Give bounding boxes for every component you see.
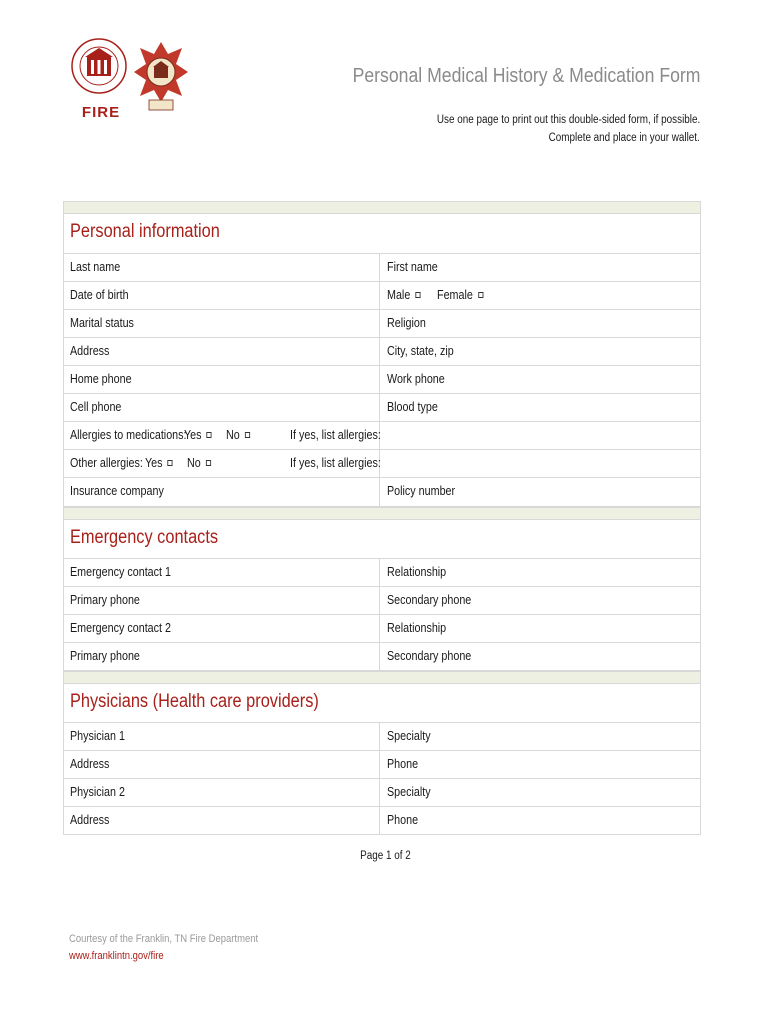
no-label: No [226,428,240,442]
courtesy-text: Courtesy of the Franklin, TN Fire Department [69,933,259,945]
primary-phone-1-field[interactable]: Primary phone [70,593,140,607]
row-physician1 [64,723,700,751]
work-phone-field[interactable]: Work phone [387,372,445,386]
row-contact2 [64,615,700,643]
page-number [0,850,770,862]
med-allergies-yes[interactable] [184,428,212,442]
section-band [64,507,700,520]
section-heading-physicians [64,684,700,723]
row-phone [64,366,700,394]
city-state-zip-field[interactable]: City, state, zip [387,344,454,358]
cell-phone-field[interactable]: Cell phone [70,400,122,414]
section-title: Emergency contacts [70,527,219,548]
last-name-field[interactable]: Last name [70,260,121,274]
row-cell [64,394,700,422]
logo-block [62,36,192,131]
page-number-text: Page 1 of 2 [359,850,411,862]
section-heading-emergency [64,520,700,559]
med-allergies-list-label: If yes, list allergies: [290,428,381,442]
male-checkbox[interactable] [415,292,420,298]
address-field[interactable]: Address [70,344,110,358]
row-name [64,254,700,282]
first-name-field[interactable]: First name [387,260,438,274]
no-label: No [187,456,201,470]
marital-status-field[interactable]: Marital status [70,316,134,330]
yes-label: Yes [184,428,202,442]
insurance-field[interactable]: Insurance company [70,484,164,498]
other-allergies-list-label: If yes, list allergies: [290,456,381,470]
yes-checkbox[interactable] [168,460,173,466]
dob-field[interactable]: Date of birth [70,288,129,302]
row-address [64,338,700,366]
relationship-1-field[interactable]: Relationship [387,565,447,579]
row-physician2-address [64,807,700,835]
row-dob [64,282,700,310]
other-allergies-no[interactable] [187,456,211,470]
section-band [64,671,700,684]
fire-logo-text: FIRE [81,104,121,121]
instruction-line-2: Complete and place in your wallet. [548,132,700,144]
primary-phone-2-field[interactable]: Primary phone [70,649,140,663]
form-table [63,201,701,835]
row-physician2 [64,779,700,807]
row-other-allergies [64,450,700,478]
physician-1-phone-field[interactable]: Phone [387,757,419,771]
physician-1-address-field[interactable]: Address [70,757,110,771]
form-title: Personal Medical History & Medication Form [352,64,700,87]
male-option[interactable] [387,288,421,302]
physician-1-field[interactable]: Physician 1 [70,729,125,743]
female-checkbox[interactable] [478,292,483,298]
section-title: Personal information [70,221,220,242]
emergency-contact-1-field[interactable]: Emergency contact 1 [70,565,171,579]
other-allergies-yes[interactable] [145,456,173,470]
section-band [64,201,700,214]
relationship-2-field[interactable]: Relationship [387,621,447,635]
row-insurance [64,478,700,507]
city-seal-icon [70,36,128,102]
secondary-phone-2-field[interactable]: Secondary phone [387,649,472,663]
website-link[interactable]: www.franklintn.gov/fire [69,950,164,962]
physician-2-phone-field[interactable]: Phone [387,813,419,827]
female-option[interactable] [437,288,483,302]
policy-number-field[interactable]: Policy number [387,484,456,498]
other-allergies-label: Other allergies: [70,456,143,470]
row-contact1 [64,559,700,587]
row-marital [64,310,700,338]
specialty-1-field[interactable]: Specialty [387,729,431,743]
row-contact2-phone [64,643,700,671]
section-title: Physicians (Health care providers) [70,691,319,712]
blood-type-field[interactable]: Blood type [387,400,438,414]
row-med-allergies [64,422,700,450]
maltese-cross-icon [132,38,190,124]
emergency-contact-2-field[interactable]: Emergency contact 2 [70,621,171,635]
no-checkbox[interactable] [206,460,211,466]
female-label: Female [437,288,473,302]
med-allergies-label: Allergies to medications: [70,428,187,442]
religion-field[interactable]: Religion [387,316,426,330]
physician-2-field[interactable]: Physician 2 [70,785,125,799]
instruction-line-1: Use one page to print out this double-sided form, if possible. [436,114,700,126]
yes-label: Yes [145,456,163,470]
row-physician1-address [64,751,700,779]
male-label: Male [387,288,411,302]
med-allergies-no[interactable] [226,428,250,442]
no-checkbox[interactable] [245,432,250,438]
home-phone-field[interactable]: Home phone [70,372,132,386]
yes-checkbox[interactable] [207,432,212,438]
specialty-2-field[interactable]: Specialty [387,785,431,799]
row-contact1-phone [64,587,700,615]
section-heading-personal [64,214,700,254]
physician-2-address-field[interactable]: Address [70,813,110,827]
secondary-phone-1-field[interactable]: Secondary phone [387,593,472,607]
